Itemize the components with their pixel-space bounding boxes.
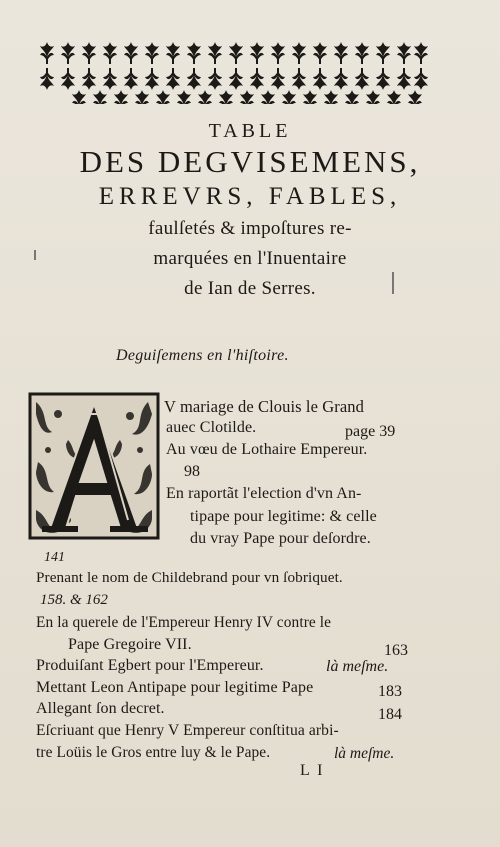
title-line-table: TABLE [208, 120, 292, 142]
entry-line: Mettant Leon Antipape pour legitime Pape [36, 679, 314, 696]
entry-line: tre Loüis le Gros entre luy & le Pape. [36, 744, 271, 761]
entry-line: du vray Pape pour deſordre. [190, 530, 371, 547]
page-reference: 158. & 162 [40, 592, 108, 608]
entry-line: Pape Gregoire VII. [68, 636, 192, 653]
entry-line: Au vœu de Lothaire Empereur. [166, 441, 368, 458]
entry-line: Prenant le nom de Childebrand pour vn ſobriquet. [36, 569, 343, 586]
entry-line: En la querele de l'Empereur Henry IV contre le [36, 614, 332, 631]
title-line-author: de Ian de Serres. [184, 278, 316, 299]
page-reference: 183 [378, 683, 402, 700]
entry-line: V mariage de Clouis le Grand [164, 397, 364, 416]
entry-line: Eſcriuant que Henry V Empereur conſtitua arbi- [36, 722, 339, 739]
entry-line: auec Clotilde. [166, 419, 257, 436]
entry-line: tipape pour legitime: & celle [190, 508, 377, 525]
section-heading: Deguiſemens en l'hiſtoire. [116, 347, 289, 364]
page-reference: là meſme. [334, 745, 395, 762]
entry-line: Produiſant Egbert pour l'Empereur. [36, 657, 264, 674]
entry-line: Allegant ſon decret. [36, 700, 165, 717]
page-reference: 184 [378, 706, 402, 723]
page-reference: là meſme. [326, 658, 389, 675]
entry-line: En raportãt l'election d'vn An- [166, 485, 362, 502]
title-line-erreurs: ERREVRS, FABLES, [98, 183, 402, 210]
page-reference: 98 [184, 463, 200, 480]
page-reference: page 39 [345, 423, 396, 440]
title-line-remarquees: marquées en l'Inuentaire [153, 248, 347, 269]
page-reference: 141 [44, 550, 65, 565]
signature-mark: L I [300, 762, 325, 779]
title-line-faulsetes: faulſetés & impoſtures re- [148, 218, 352, 239]
title-line-deguisemens: DES DEGVISEMENS, [79, 144, 421, 179]
page-reference: 163 [384, 642, 408, 659]
